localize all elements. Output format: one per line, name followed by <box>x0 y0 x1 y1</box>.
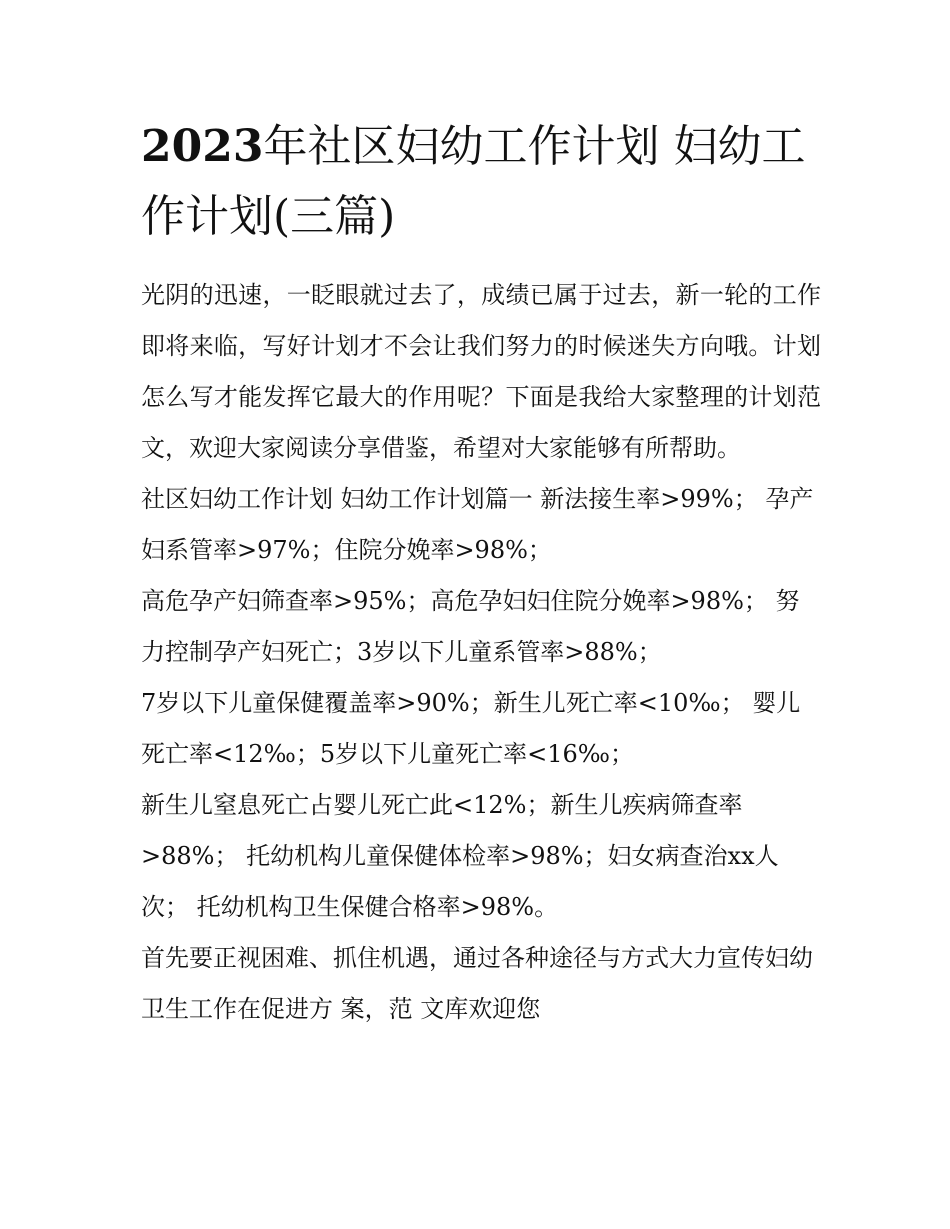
paragraph-targets-3: 7岁以下儿童保健覆盖率>90%；新生儿死亡率<10‰； 婴儿死亡率<12‰；5岁以下儿童死亡率<16‰； <box>141 689 801 768</box>
paragraph-measures: 首先要正视困难、抓住机遇，通过各种途径与方式大力宣传妇幼卫生工作在促进方 案，范 文库欢迎您 <box>141 944 813 1023</box>
intro-paragraph: 光阴的迅速，一眨眼就过去了，成绩已属于过去，新一轮的工作即将来临，写好计划才不会让我们努力的时候迷失方向哦。计划怎么写才能发挥它最大的作用呢？下面是我给大家整理的计划范文，欢迎大家阅读分享借鉴，希望对大家能够有所帮助。 <box>141 281 821 462</box>
title-text: 年社区妇幼工作计划 妇幼工作计划(三篇) <box>141 121 806 242</box>
document-body <box>141 270 821 1035</box>
document-page <box>141 112 821 1035</box>
document-title <box>141 112 821 252</box>
paragraph-targets-2: 高危孕产妇筛查率>95%；高危孕妇妇住院分娩率>98%； 努力控制孕产妇死亡；3岁以下儿童系管率>88%； <box>141 587 800 666</box>
paragraph-targets-4: 新生儿窒息死亡占婴儿死亡此<12%；新生儿疾病筛查率>88%； 托幼机构儿童保健体检率>98%；妇女病查治xx人次； 托幼机构卫生保健合格率>98%。 <box>141 791 779 921</box>
title-year: 2023 <box>141 121 264 172</box>
paragraph-targets-1: 社区妇幼工作计划 妇幼工作计划篇一 新法接生率>99%； 孕产妇系管率>97%；住院分娩率>98%； <box>141 485 814 564</box>
